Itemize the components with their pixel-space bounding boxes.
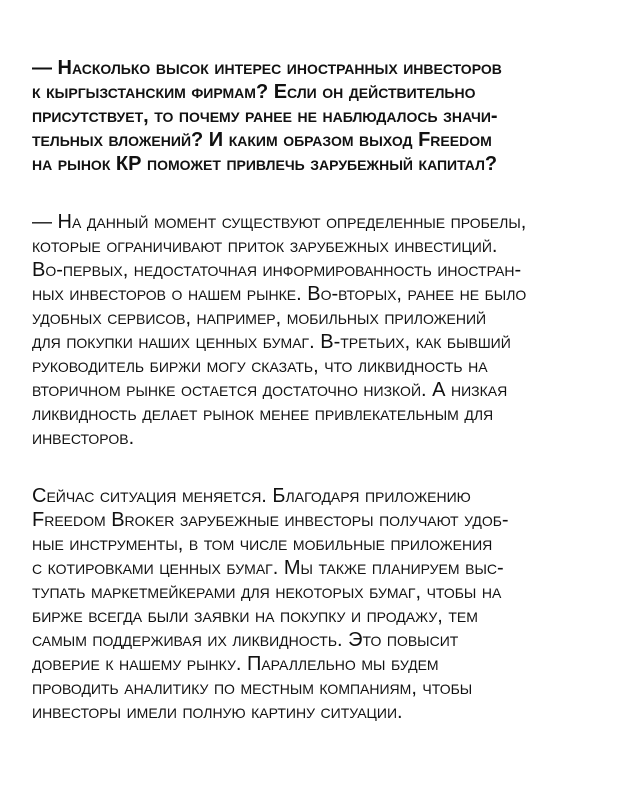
answer-line: которые ограничивают приток зарубежных инвестиций.	[32, 235, 498, 257]
answer-line: бирже всегда были заявки на покупку и продажу, тем	[32, 605, 478, 627]
answer-line: проводить аналитику по местным компаниям, чтобы	[32, 677, 473, 699]
question-line: — Насколько высок интерес иностранных инвесторов	[32, 57, 502, 79]
answer-line: доверие к нашему рынку. Параллельно мы будем	[32, 653, 439, 675]
answer-line: Во-первых, недостаточная информированность иностран-	[32, 259, 522, 281]
answer-line: Freedom Broker зарубежные инвесторы получают удоб-	[32, 509, 509, 531]
answer-line: Сейчас ситуация меняется. Благодаря приложению	[32, 485, 471, 507]
answer-paragraph	[32, 210, 622, 450]
interview-answer	[32, 210, 622, 724]
article-text	[32, 56, 622, 758]
answer-line: ных инвесторов о нашем рынке. Во-вторых, ранее не было	[32, 283, 527, 305]
interview-question	[32, 56, 622, 176]
answer-line: самым поддерживая их ликвидность. Это повысит	[32, 629, 459, 651]
answer-line: тупать маркетмейкерами для некоторых бумаг, чтобы на	[32, 581, 502, 603]
answer-line: ные инструменты, в том числе мобильные приложения	[32, 533, 493, 555]
answer-line: с котировками ценных бумаг. Мы также планируем выс-	[32, 557, 504, 579]
answer-line: инвесторы имели полную картину ситуации.	[32, 701, 403, 723]
answer-line: — На данный момент существуют определенные пробелы,	[32, 211, 527, 233]
answer-line: удобных сервисов, например, мобильных приложений	[32, 307, 487, 329]
answer-line: руководитель биржи могу сказать, что ликвидность на	[32, 355, 488, 377]
question-line: тельных вложений? И каким образом выход Freedom	[32, 129, 492, 151]
answer-paragraph	[32, 484, 622, 724]
answer-line: ликвидность делает рынок менее привлекательным для	[32, 403, 494, 425]
question-line: к кыргызстанским фирмам? Если он действительно	[32, 81, 476, 103]
question-line: присутствует, то почему ранее не наблюдалось значи-	[32, 105, 498, 127]
answer-line: вторичном рынке остается достаточно низкой. А низкая	[32, 379, 508, 401]
answer-line: для покупки наших ценных бумаг. В-третьих, как бывший	[32, 331, 511, 353]
answer-line: инвесторов.	[32, 427, 135, 449]
question-line: на рынок КР поможет привлечь зарубежный капитал?	[32, 153, 498, 175]
